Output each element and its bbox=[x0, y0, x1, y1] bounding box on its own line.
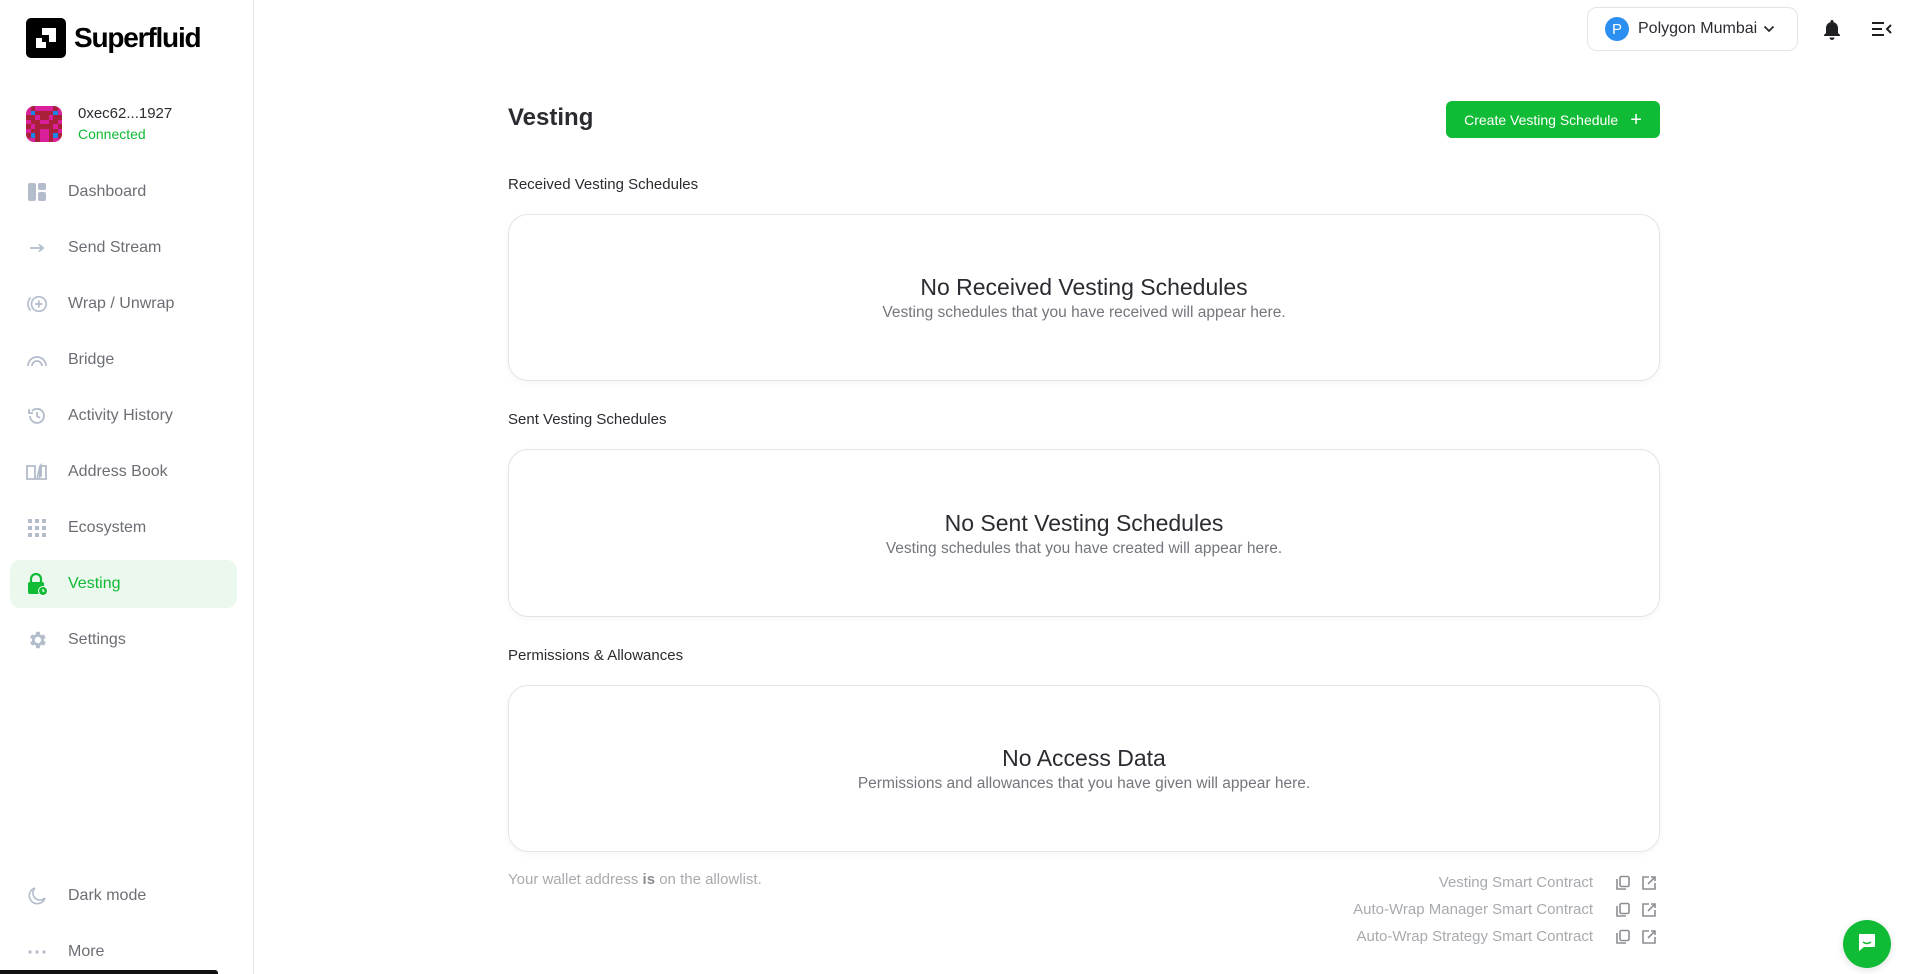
book-icon bbox=[26, 461, 48, 483]
sidebar-item-vesting[interactable] bbox=[10, 560, 237, 608]
arrow-right-icon bbox=[26, 237, 48, 259]
empty-state-description: Permissions and allowances that you have given will appear here. bbox=[857, 775, 1311, 792]
contract-row-vesting bbox=[1353, 869, 1657, 896]
permissions-section-label: Permissions & Allowances bbox=[508, 647, 684, 664]
wallet-address: 0xec62...1927 bbox=[78, 105, 173, 122]
sidebar-bottom bbox=[10, 872, 237, 974]
sidebar-item-label: Bridge bbox=[68, 351, 115, 368]
empty-state-title: No Sent Vesting Schedules bbox=[944, 509, 1224, 536]
sidebar bbox=[0, 0, 254, 974]
superfluid-logo[interactable] bbox=[26, 18, 200, 58]
sidebar-item-activity-history[interactable] bbox=[10, 392, 237, 440]
lock-clock-icon bbox=[26, 573, 48, 595]
copy-icon[interactable] bbox=[1615, 929, 1631, 945]
sidebar-item-label: Send Stream bbox=[68, 239, 162, 256]
wallet-info[interactable] bbox=[26, 104, 172, 144]
avatar bbox=[26, 106, 62, 142]
external-link-icon[interactable] bbox=[1641, 902, 1657, 918]
allowlist-suffix: on the allowlist. bbox=[655, 871, 762, 888]
notifications-bell-icon[interactable] bbox=[1820, 17, 1844, 41]
polygon-network-icon: P bbox=[1605, 17, 1629, 41]
sidebar-item-wrap-unwrap[interactable] bbox=[10, 280, 237, 328]
sidebar-item-label: Dashboard bbox=[68, 183, 147, 200]
sidebar-item-label: Settings bbox=[68, 631, 126, 648]
allowlist-emphasis: is bbox=[642, 871, 656, 888]
empty-state-description: Vesting schedules that you have created will appear here. bbox=[885, 539, 1283, 557]
dark-mode-toggle[interactable] bbox=[10, 872, 237, 920]
page-title: Vesting bbox=[508, 104, 594, 131]
contract-row-auto-wrap-manager bbox=[1353, 896, 1657, 923]
received-section-label: Received Vesting Schedules bbox=[508, 176, 699, 193]
chat-icon bbox=[1856, 931, 1878, 958]
sidebar-item-label: Wrap / Unwrap bbox=[68, 295, 175, 312]
connection-status: Connected bbox=[78, 126, 146, 142]
grid-icon bbox=[26, 517, 48, 539]
empty-state-description: Vesting schedules that you have received will appear here. bbox=[882, 304, 1286, 321]
allowlist-prefix: Your wallet address bbox=[508, 871, 643, 888]
logo-mark-icon bbox=[26, 18, 66, 58]
sidebar-item-label: Activity History bbox=[68, 407, 173, 424]
sidebar-item-ecosystem[interactable] bbox=[10, 504, 237, 552]
moon-icon bbox=[26, 885, 48, 907]
sidebar-item-label: Ecosystem bbox=[68, 519, 147, 536]
allowlist-status bbox=[508, 871, 762, 888]
sidebar-item-dashboard[interactable] bbox=[10, 168, 237, 216]
copy-icon[interactable] bbox=[1615, 902, 1631, 918]
contract-label: Vesting Smart Contract bbox=[1438, 874, 1593, 891]
create-button-label: Create Vesting Schedule bbox=[1464, 111, 1619, 128]
bridge-icon bbox=[26, 349, 48, 371]
empty-state-title: No Access Data bbox=[1002, 745, 1166, 771]
sidebar-item-send-stream[interactable] bbox=[10, 224, 237, 272]
contract-label: Auto-Wrap Strategy Smart Contract bbox=[1356, 928, 1593, 945]
chevron-down-icon bbox=[1763, 20, 1775, 38]
sent-schedules-card bbox=[508, 449, 1660, 617]
sidebar-item-label: Address Book bbox=[68, 463, 168, 480]
external-link-icon[interactable] bbox=[1641, 875, 1657, 891]
copy-icon[interactable] bbox=[1615, 875, 1631, 891]
more-button[interactable] bbox=[10, 928, 237, 974]
support-chat-button[interactable] bbox=[1843, 920, 1891, 968]
dots-icon bbox=[26, 941, 48, 963]
received-schedules-card bbox=[508, 214, 1660, 381]
plus-icon: + bbox=[1630, 108, 1642, 131]
contract-label: Auto-Wrap Manager Smart Contract bbox=[1353, 901, 1593, 918]
sidebar-item-address-book[interactable] bbox=[10, 448, 237, 496]
sidebar-item-label: Vesting bbox=[68, 575, 121, 592]
contract-links bbox=[1353, 869, 1657, 950]
external-link-icon[interactable] bbox=[1641, 929, 1657, 945]
brand-name: Superfluid bbox=[74, 22, 201, 53]
collapse-menu-icon[interactable] bbox=[1870, 18, 1894, 40]
more-label: More bbox=[68, 943, 105, 960]
sent-section-label: Sent Vesting Schedules bbox=[508, 411, 667, 428]
empty-state-title: No Received Vesting Schedules bbox=[920, 274, 1248, 300]
network-selector[interactable] bbox=[1587, 7, 1798, 51]
dashboard-icon bbox=[26, 181, 48, 203]
bottom-bar bbox=[0, 970, 218, 974]
dark-mode-label: Dark mode bbox=[68, 887, 147, 904]
wrap-icon bbox=[26, 293, 48, 315]
sidebar-item-bridge[interactable] bbox=[10, 336, 237, 384]
sidebar-item-settings[interactable] bbox=[10, 616, 237, 664]
network-label: Polygon Mumbai bbox=[1638, 20, 1758, 37]
history-icon bbox=[26, 405, 48, 427]
gear-icon bbox=[26, 629, 48, 651]
sidebar-nav bbox=[10, 168, 237, 672]
contract-row-auto-wrap-strategy bbox=[1353, 923, 1657, 950]
permissions-card bbox=[508, 685, 1660, 852]
create-vesting-schedule-button[interactable] bbox=[1446, 101, 1660, 138]
